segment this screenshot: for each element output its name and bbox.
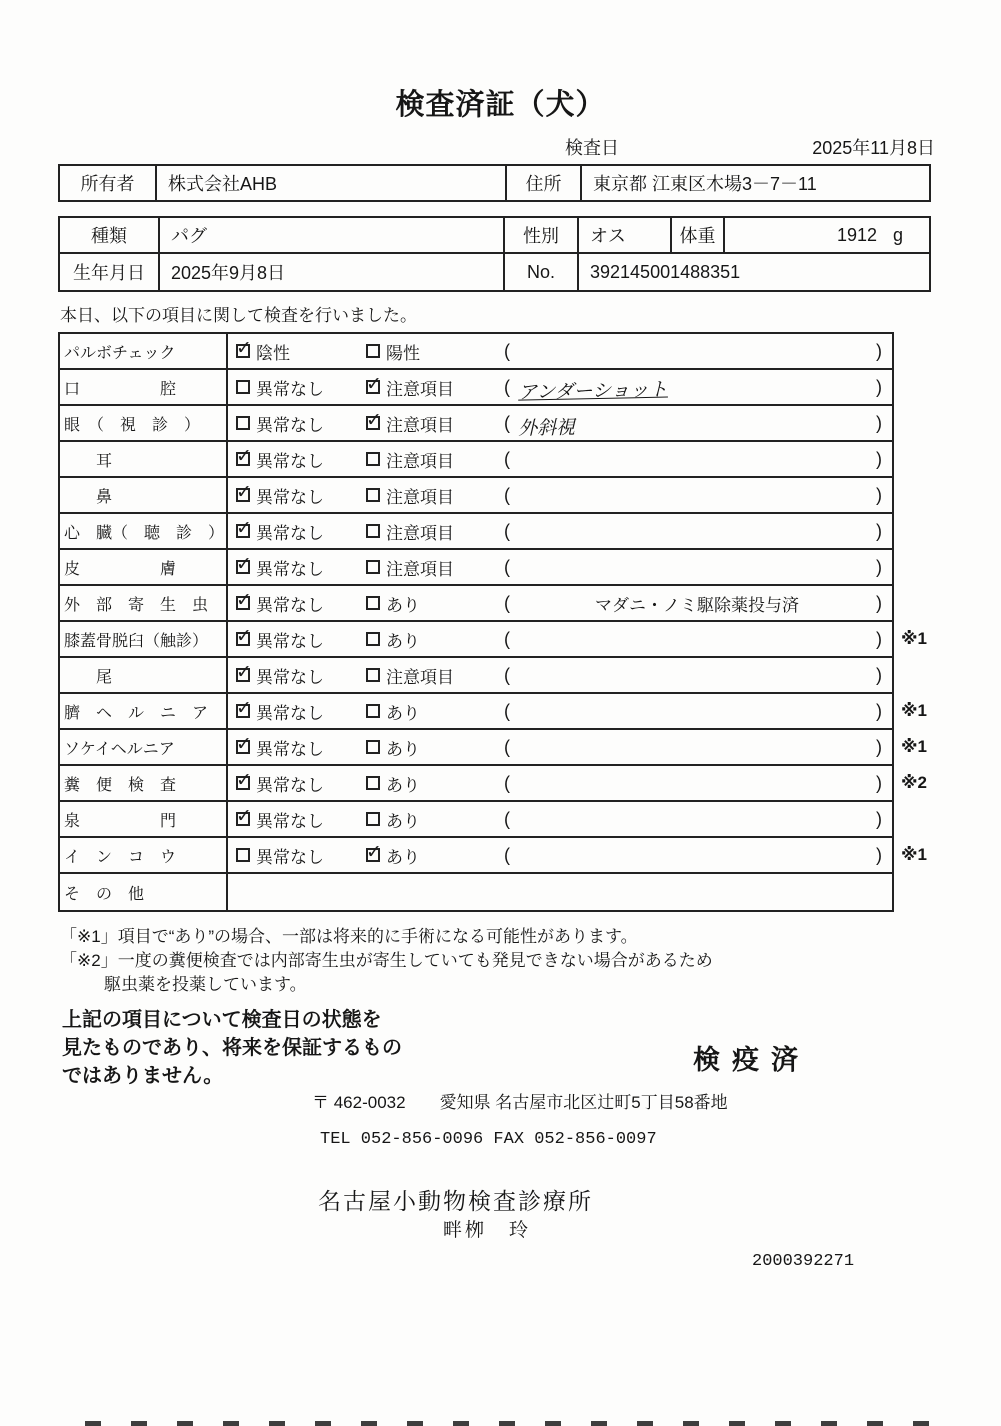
footnote-mark (894, 406, 932, 440)
checkbox-opt2-label: あり (386, 775, 420, 795)
note-text: アンダーショット (517, 378, 669, 404)
address-label: 住所 (507, 166, 582, 200)
checkbox-opt2 (366, 560, 380, 574)
exam-item-label: 皮 膚 (60, 550, 228, 584)
footnote-mark: ※1 (901, 701, 927, 720)
clinic-tel-fax: TEL 052-856-0096 FAX 052-856-0097 (320, 1130, 657, 1149)
disclaimer-block (62, 1006, 402, 1090)
footnote-mark (894, 334, 932, 368)
checkbox-opt1-label: 異常なし (256, 523, 324, 543)
exam-item-label: 泉 門 (60, 802, 228, 836)
paren-close: ) (876, 340, 882, 361)
table-row (60, 586, 892, 622)
checkbox-opt1 (236, 812, 250, 826)
note-text: 外斜視 (517, 415, 576, 440)
checkbox-opt1 (236, 632, 250, 646)
breed-label: 種類 (60, 218, 160, 252)
checkbox-opt1-label: 異常なし (256, 739, 324, 759)
checkbox-opt2 (366, 776, 380, 790)
table-row (60, 658, 892, 694)
footnote-mark (894, 550, 932, 584)
checkbox-opt2 (366, 704, 380, 718)
checkbox-opt1 (236, 704, 250, 718)
footnote-mark (894, 478, 932, 512)
exam-item-label: そ の 他 (60, 874, 228, 910)
checkbox-opt1 (236, 380, 250, 394)
checkbox-opt1-label: 異常なし (256, 811, 324, 831)
clinic-name: 名古屋小動物検査診療所 (318, 1188, 593, 1214)
checkbox-opt1-label: 異常なし (256, 703, 324, 723)
paren-close: ) (876, 700, 882, 721)
scan-noise-artifact (85, 1421, 956, 1426)
breed-value: パグ (160, 218, 505, 252)
table-row (60, 622, 927, 658)
checkbox-opt2-label: 注意項目 (386, 667, 454, 687)
checkbox-opt2-label: 注意項目 (386, 379, 454, 399)
table-row (60, 874, 892, 910)
footnote-mark (894, 514, 932, 548)
exam-item-label: 耳 (60, 442, 228, 476)
paren-close: ) (876, 808, 882, 829)
sex-label: 性別 (505, 218, 579, 252)
empty-cell (228, 874, 892, 910)
paren-open: ( (504, 376, 510, 397)
checkbox-opt2 (366, 416, 380, 430)
checkbox-opt1-label: 異常なし (256, 415, 324, 435)
pet-table-row-1 (60, 218, 929, 254)
exam-item-label: 糞 便 検 査 (60, 766, 228, 800)
footnote-mark: ※1 (901, 737, 927, 756)
checkbox-opt2-label: あり (386, 595, 420, 615)
checkbox-opt1 (236, 740, 250, 754)
table-row (60, 730, 927, 766)
paren-open: ( (504, 448, 510, 469)
weight-value: 1912 (836, 224, 877, 245)
footnotes-block (60, 925, 713, 997)
pet-table-row-2 (60, 254, 929, 290)
checkbox-opt2 (366, 848, 380, 862)
footnote-mark: ※1 (901, 629, 927, 648)
paren-close: ) (876, 592, 882, 613)
footnote-mark: ※1 (901, 845, 927, 864)
checkbox-opt1-label: 異常なし (256, 667, 324, 687)
checkbox-opt1-label: 異常なし (256, 487, 324, 507)
vet-name: 畔栁 玲 (443, 1220, 532, 1241)
checkbox-opt1 (236, 524, 250, 538)
checkbox-opt2-label: あり (386, 739, 420, 759)
weight-cell (725, 218, 929, 252)
exam-item-label: パルボチェック (60, 334, 228, 368)
checkbox-opt1 (236, 488, 250, 502)
paren-open: ( (504, 664, 510, 685)
footnote-text: 駆虫薬を投薬しています。 (104, 975, 307, 994)
pet-table (58, 216, 931, 292)
paren-open: ( (504, 628, 510, 649)
page-title: 検査済証（犬） (395, 89, 606, 121)
table-row (60, 694, 927, 730)
paren-close: ) (876, 664, 882, 685)
footnote-mark (894, 442, 932, 476)
birthdate-value: 2025年9月8日 (160, 254, 505, 290)
exam-item-label: 鼻 (60, 478, 228, 512)
no-value: 392145001488351 (590, 261, 741, 282)
paren-open: ( (504, 808, 510, 829)
table-row (60, 838, 927, 874)
checkbox-opt2-label: 注意項目 (386, 487, 454, 507)
checkbox-opt2 (366, 812, 380, 826)
checkbox-opt1 (236, 452, 250, 466)
owner-table (58, 164, 931, 202)
exam-item-label: 口 腔 (60, 370, 228, 404)
paren-open: ( (504, 520, 510, 541)
address-value: 東京都 江東区木場3－7－11 (593, 174, 817, 194)
checkbox-opt1-label: 異常なし (256, 595, 324, 615)
checkbox-opt2-label: あり (386, 811, 420, 831)
checkbox-opt2-label: 陽性 (386, 343, 420, 363)
checkbox-opt1-label: 異常なし (256, 379, 324, 399)
checkbox-opt2 (366, 524, 380, 538)
paren-close: ) (876, 412, 882, 433)
checkbox-opt1 (236, 596, 250, 610)
paren-close: ) (876, 520, 882, 541)
exam-item-label: イ ン コ ウ (60, 838, 228, 872)
paren-open: ( (504, 484, 510, 505)
exam-item-label: 外 部 寄 生 虫 (60, 586, 228, 620)
paren-open: ( (504, 736, 510, 757)
exam-item-label: 尾 (60, 658, 228, 692)
paren-close: ) (876, 556, 882, 577)
no-label: No. (505, 254, 579, 290)
checkbox-opt1-label: 異常なし (256, 631, 324, 651)
disclaimer-line: ではありません。 (62, 1065, 224, 1087)
checkbox-opt2 (366, 740, 380, 754)
checkbox-opt1 (236, 416, 250, 430)
disclaimer-line: 上記の項目について検査日の状態を (62, 1009, 382, 1031)
table-row (60, 802, 892, 838)
table-row (60, 514, 892, 550)
exam-table (58, 332, 927, 912)
checkbox-opt2-label: 注意項目 (386, 559, 454, 579)
checkbox-opt2-label: 注意項目 (386, 523, 454, 543)
checkbox-opt2 (366, 488, 380, 502)
paren-close: ) (876, 772, 882, 793)
paren-close: ) (876, 736, 882, 757)
clinic-postal-address: 〒 462-0032 愛知県 名古屋市北区辻町5丁目58番地 (312, 1093, 728, 1112)
checkbox-opt2-label: あり (386, 703, 420, 723)
footnote-mark (894, 370, 932, 404)
checkbox-opt1-label: 異常なし (256, 451, 324, 471)
checkbox-opt2-label: 注意項目 (386, 415, 454, 435)
inspection-date-value: 2025年11月8日 (812, 138, 935, 158)
footnote-text: 「※2」一度の糞便検査では内部寄生虫が寄生していても発見できない場合があるため (60, 951, 713, 970)
table-row (60, 550, 892, 586)
checkbox-opt1 (236, 344, 250, 358)
paren-open: ( (504, 412, 510, 433)
exam-item-label: 心 臓（ 聴 診 ） (60, 514, 228, 548)
footnote-mark (894, 658, 932, 692)
exam-item-label: 臍 ヘ ル ニ ア (60, 694, 228, 728)
checkbox-opt1-label: 異常なし (256, 847, 324, 867)
paren-close: ) (876, 484, 882, 505)
exam-item-label: 膝蓋骨脱臼（触診） (60, 622, 228, 656)
paren-open: ( (504, 772, 510, 793)
paren-close: ) (876, 448, 882, 469)
table-row (60, 766, 927, 802)
checkbox-opt2-label: 注意項目 (386, 451, 454, 471)
weight-unit: g (892, 224, 903, 245)
footnote-mark: ※2 (901, 773, 927, 792)
paren-close: ) (876, 628, 882, 649)
checkbox-opt2 (366, 380, 380, 394)
disclaimer-line: 見たものであり、将来を保証するもの (62, 1037, 402, 1059)
checkbox-opt1-label: 異常なし (256, 559, 324, 579)
serial-number: 2000392271 (752, 1252, 855, 1271)
checkbox-opt1-label: 陰性 (256, 343, 290, 363)
sex-value: オス (579, 218, 672, 252)
table-row (60, 406, 892, 442)
checkbox-opt2-label: あり (386, 847, 420, 867)
checkbox-opt1 (236, 560, 250, 574)
table-row (60, 334, 892, 370)
weight-label: 体重 (672, 218, 725, 252)
footnote-text: 「※1」項目で“あり”の場合、一部は将来的に手術になる可能性があります。 (60, 927, 638, 946)
intro-text: 本日、以下の項目に関して検査を行いました。 (60, 306, 417, 325)
paren-open: ( (504, 340, 510, 361)
checkbox-opt2 (366, 596, 380, 610)
footnote-mark (894, 802, 932, 836)
checkbox-opt1-label: 異常なし (256, 775, 324, 795)
paren-open: ( (504, 844, 510, 865)
checkbox-opt2-label: あり (386, 631, 420, 651)
inspection-date-label: 検査日 (565, 138, 619, 158)
owner-value: 株式会社AHB (157, 166, 507, 200)
paren-close: ) (876, 376, 882, 397)
paren-open: ( (504, 700, 510, 721)
checkbox-opt1 (236, 776, 250, 790)
checkbox-opt2 (366, 452, 380, 466)
checkbox-opt2 (366, 632, 380, 646)
note-text: マダニ・ノミ駆除薬投与済 (595, 595, 799, 615)
checkbox-opt1 (236, 668, 250, 682)
owner-label: 所有者 (60, 166, 157, 200)
table-row (60, 442, 892, 478)
table-row (60, 370, 892, 406)
birthdate-label: 生年月日 (60, 254, 160, 290)
paren-open: ( (504, 556, 510, 577)
paren-open: ( (504, 592, 510, 613)
quarantine-stamp: 検疫済 (693, 1045, 810, 1075)
exam-item-label: ソケイヘルニア (60, 730, 228, 764)
checkbox-opt2 (366, 344, 380, 358)
table-row (60, 478, 892, 514)
paren-close: ) (876, 844, 882, 865)
checkbox-opt1 (236, 848, 250, 862)
exam-item-label: 眼 （ 視 診 ） (60, 406, 228, 440)
checkbox-opt2 (366, 668, 380, 682)
footnote-mark (894, 586, 932, 620)
